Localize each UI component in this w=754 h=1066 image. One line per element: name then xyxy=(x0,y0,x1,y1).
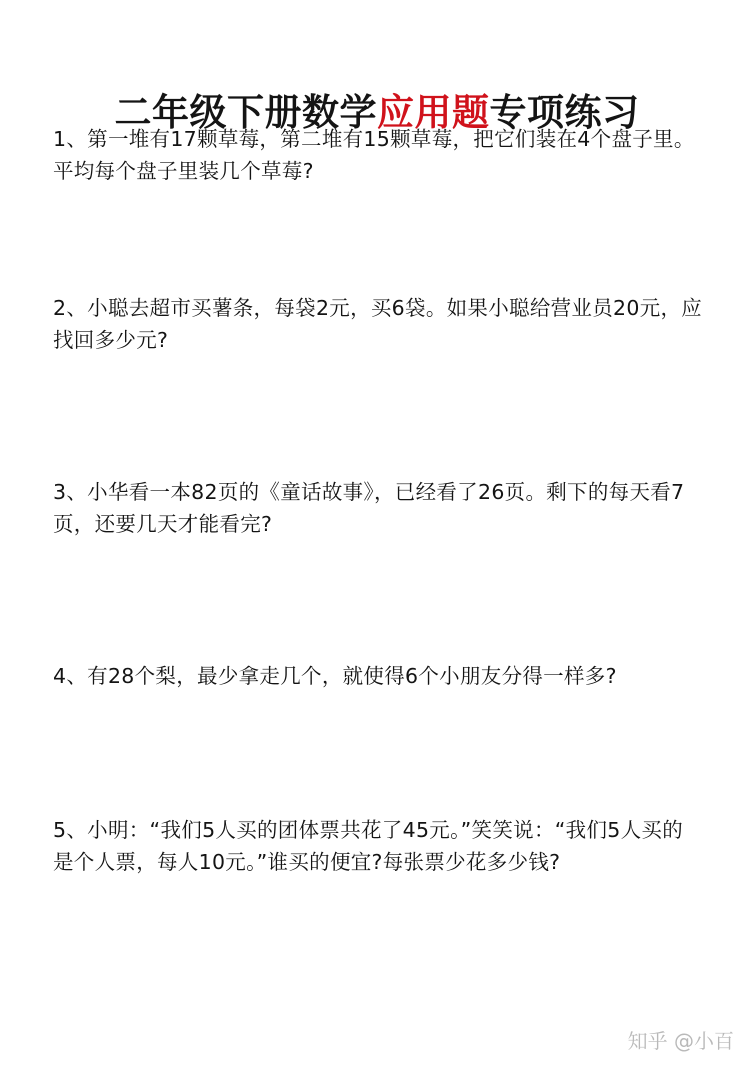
title-highlight: 应用题 xyxy=(377,90,490,134)
question-1: 1、第一堆有17颗草莓，第二堆有15颗草莓，把它们装在4个盘子里。平均每个盘子里装几个草莓? xyxy=(53,127,695,183)
question-2: 2、小聪去超市买薯条，每袋2元，买6袋。如果小聪给营业员20元，应找回多少元? xyxy=(53,296,703,352)
question-3: 3、小华看一本82页的《童话故事》，已经看了26页。剩下的每天看7页，还要几天才能看完? xyxy=(53,480,685,536)
title-suffix: 专项练习 xyxy=(489,90,640,134)
question-5: 5、小明：“我们5人买的团体票共花了45元。”笑笑说：“我们5人买的是个人票，每人10元。”谁买的便宜?每张票少花多少钱? xyxy=(53,818,684,874)
title-prefix: 二年级下册数学 xyxy=(114,90,377,134)
zhihu-watermark: 知乎 @小百 xyxy=(627,1029,734,1053)
question-4: 4、有28个梨，最少拿走几个，就使得6个小朋友分得一样多? xyxy=(53,664,617,688)
